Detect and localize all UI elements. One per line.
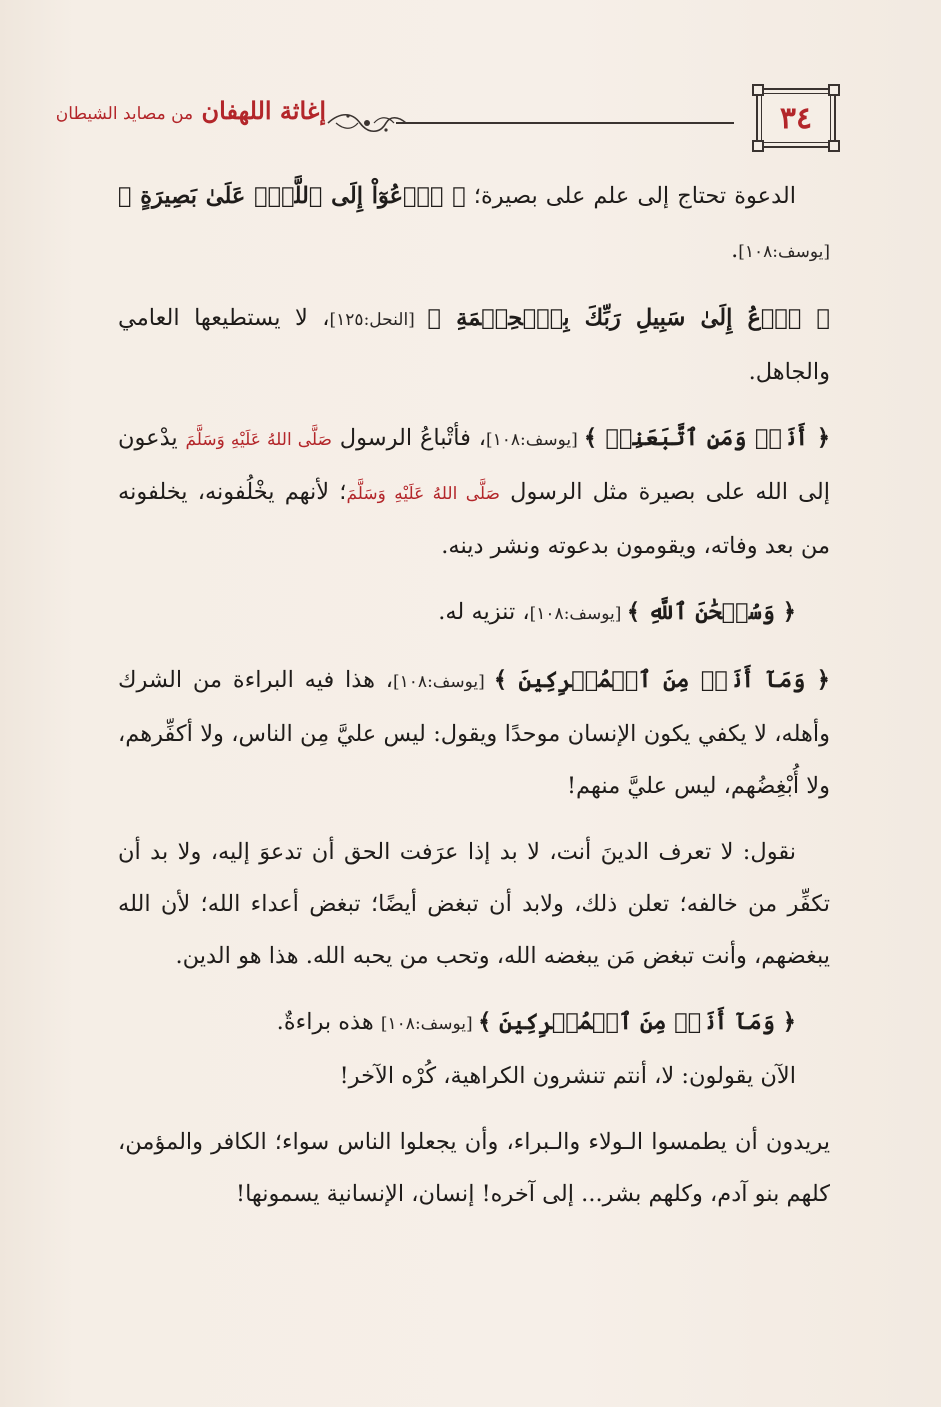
quran-verse: ﴿ وَمَآ أَنَا۠ مِنَ ٱلۡمُشۡرِكِينَ ﴾ — [493, 667, 830, 693]
text: يدْعون إلى الله على بصيرة مثل الرسول — [118, 425, 830, 505]
paragraph-9 — [118, 1116, 830, 1220]
paragraph-4 — [118, 586, 830, 640]
page-number: ٣٤ — [779, 100, 813, 136]
text: الدعوة تحتاج إلى علم على بصيرة؛ — [465, 183, 796, 209]
paragraph-1 — [118, 170, 830, 278]
quran-verse: ﴿ ٱدۡعُوٓاْ إِلَى ٱللَّهِۚ عَلَىٰ بَصِيرَةٍ ﴾ — [118, 183, 466, 209]
page-header — [55, 82, 826, 162]
page-number-frame — [756, 88, 836, 148]
text: ، فأتْباعُ الرسول — [331, 425, 486, 451]
salawat-glyph: صَلَّى اللهُ عَلَيْهِ وَسَلَّمَ — [185, 430, 332, 450]
page-body — [118, 170, 830, 1234]
paragraph-5 — [118, 654, 830, 812]
book-title-sub: من مصايد الشيطان — [55, 104, 194, 124]
quran-verse: ﴿ وَمَآ أَنَا۠ مِنَ ٱلۡمُشۡرِكِينَ ﴾ — [478, 1009, 796, 1035]
text: يريدون أن يطمسوا الـولاء والـبراء، وأن يجعلوا الناس سواء؛ الكافر والمؤمن، كلهم بنو آدم، وكلهم بشر... إلى آخره! إنسان، الإنسانية يسمونها! — [118, 1129, 830, 1207]
quran-verse: ﴿ وَسُبۡحَٰنَ ٱللَّهِ ﴾ — [626, 599, 796, 625]
text: ، هذا فيه البراءة من الشرك وأهله، لا يكفي يكون الإنسان موحدًا ويقول: ليس عليَّ مِن الناس، ولا أكفِّرهم، ولا أُبْغِضُهم، ليس عليَّ منهم! — [118, 667, 830, 799]
text: هذه براءةٌ. — [276, 1009, 381, 1035]
verse-reference: [يوسف:١٠٨] — [485, 430, 584, 450]
running-title — [55, 96, 326, 125]
text: الآن يقولون: لا، أنتم تنشرون الكراهية، كُرْه الآخر! — [339, 1063, 796, 1089]
header-rule — [396, 122, 734, 124]
text: نقول: لا تعرف الدينَ أنت، لا بد إذا عرَفت الحق أن تدعوَ إليه، ولا بد أن تكفِّر من خالفه؛ تعلن ذلك، ولابد أن تبغض أيضًا؛ تبغض أعداء الله؛ لأن الله يبغضهم، وأنت تبغض مَن يبغضه الله، وتحب من يحبه الله. هذا هو الدين. — [118, 839, 830, 969]
verse-reference: [يوسف:١٠٨] — [529, 604, 627, 624]
verse-reference: [يوسف:١٠٨] — [393, 672, 494, 692]
quran-verse: ﴿ أَنَا۠ وَمَنِ ٱتَّبَعَنِيۖ ﴾ — [583, 425, 831, 451]
text: ؛ لأنهم يخْلُفونه، يخلفونه من بعد وفاته، ويقومون بدعوته ونشر دينه. — [118, 479, 830, 559]
book-title-main: إغاثة اللهفان — [201, 96, 326, 125]
text: . — [731, 237, 739, 263]
verse-reference: [يوسف:١٠٨] — [738, 242, 830, 262]
text: ، تنزيه له. — [438, 599, 530, 625]
paragraph-8 — [118, 1050, 830, 1102]
paragraph-7 — [118, 996, 830, 1050]
verse-reference: [يوسف:١٠٨] — [380, 1014, 479, 1034]
paragraph-2 — [118, 292, 830, 398]
paragraph-6 — [118, 826, 830, 982]
text: ، لا يستطيعها العامي والجاهل. — [118, 305, 830, 385]
verse-reference: [النحل:١٢٥] — [329, 310, 428, 330]
quran-verse: ﴿ ٱدۡعُ إِلَىٰ سَبِيلِ رَبِّكَ بِٱلۡحِكۡمَةِ ﴾ — [427, 305, 831, 331]
salawat-glyph: صَلَّى اللهُ عَلَيْهِ وَسَلَّمَ — [346, 484, 500, 504]
paragraph-3 — [118, 412, 830, 572]
